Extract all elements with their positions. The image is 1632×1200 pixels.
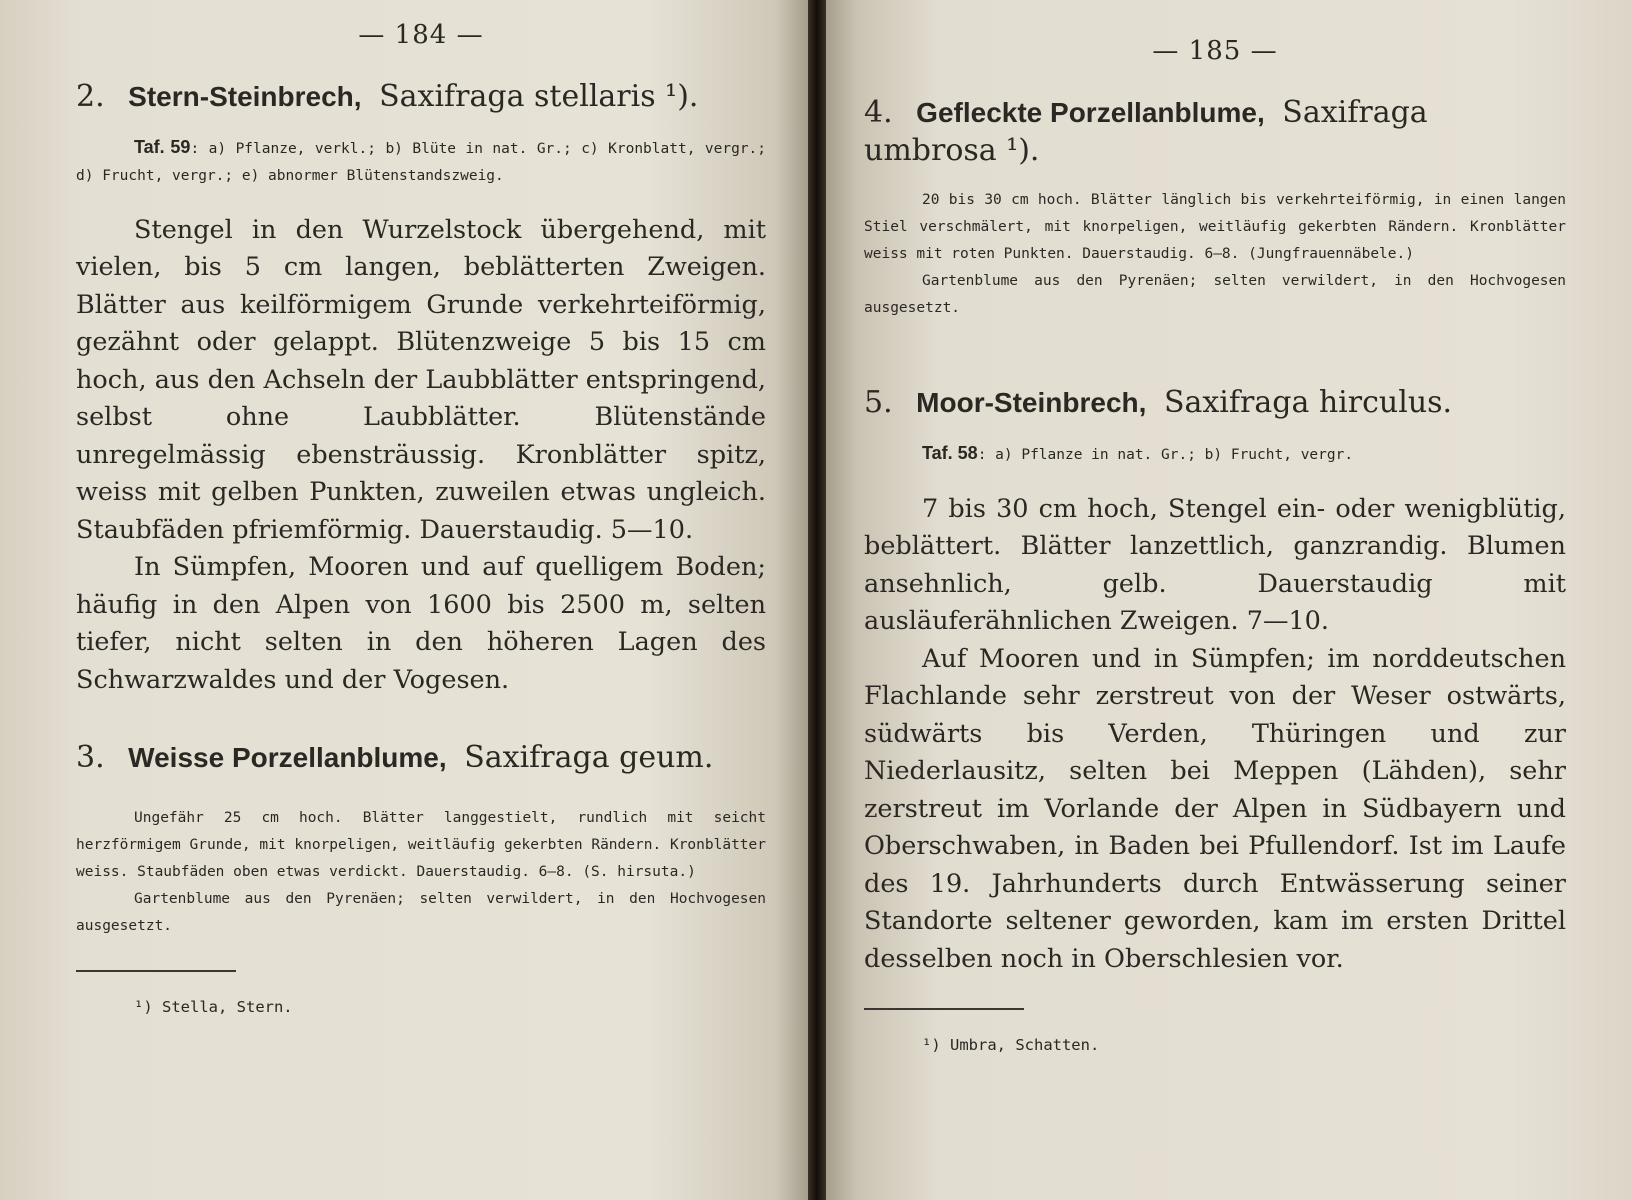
page-number: — 185 — [1152,36,1278,66]
plate-label: Taf. 58 [922,442,978,463]
species-name-german: Weisse Porzellanblume, [128,742,447,773]
book-gutter [808,0,826,1200]
right-page [826,0,1632,1200]
left-page-content [76,20,766,1016]
species-heading-moor-steinbrech [864,384,1566,422]
footnote-rule [76,970,236,972]
plate-text: : a) Pflanze in nat. Gr.; b) Frucht, vergr. [977,446,1354,463]
species-habitat: Auf Mooren und in Sümpfen; im norddeutschen Flachlande sehr zerstreut von der Weser ostwärts, südwärts bis Verden, Thüringen und zur Niederlausitz, selten bei Meppen (Lähden), sehr zerstreut im Vorlande der Alpen in Südbayern und Oberschwaben, in Baden bei Pfullendorf. Ist im Laufe des 19. Jahrhunderts durch Entwässerung seiner Standorte seltener geworden, kam im ersten Drittel desselben noch in Oberschlesien vor. [864,643,1566,974]
plate-caption [76,134,766,190]
species-number: 3. [76,740,105,775]
page-number: — 184 — [358,20,484,50]
species-name-german: Stern-Steinbrech, [128,81,362,112]
species-name-german: Gefleckte Porzellanblume, [916,97,1265,128]
right-page-content [864,36,1566,1054]
left-page [0,0,808,1200]
species-name-german: Moor-Steinbrech, [916,387,1147,418]
footnote: ¹) Stella, Stern. [134,997,293,1016]
species-habitat: In Sümpfen, Mooren und auf quelligem Boden; häufig in den Alpen von 1600 bis 2500 m, selten tiefer, nicht selten in den höheren Lagen des Schwarzwaldes und der Vogesen. [76,552,766,695]
species-name-latin: Saxifraga umbrosa ¹). [864,95,1428,168]
footnote: ¹) Umbra, Schatten. [922,1036,1100,1054]
species-description: Stengel in den Wurzelstock übergehend, mit vielen, bis 5 cm langen, beblätterten Zweigen. Blätter aus keilförmigem Grunde verkehrteiförmig, gezähnt oder gelappt. Blütenzweige 5 bis 15 cm hoch, aus den Achseln der Laubblätter entspringend, selbst ohne Laubblätter. Blütenstände unregelmässig ebensträussig. Kronblätter spitz, weiss mit gelben Punkten, zuweilen etwas ungleich. Staubfäden pfriemförmig. Dauerstaudig. 5—10. [76,214,766,545]
plate-caption [864,440,1566,469]
species-habitat-small: Gartenblume aus den Pyrenäen; selten verwildert, in den Hochvogesen ausgesetzt. [76,890,766,934]
species-heading-weisse-porzellanblume [76,739,766,777]
plate-text: : a) Pflanze, verkl.; b) Blüte in nat. Gr.; c) Kronblatt, vergr.; d) Frucht, vergr.; e) abnormer Blütenstandszweig. [76,140,767,184]
species-heading-gefleckte-porzellanblume [864,94,1566,169]
species-name-latin: Saxifraga stellaris ¹). [379,79,699,114]
species-description-small: 20 bis 30 cm hoch. Blätter länglich bis verkehrteiförmig, in einen langen Stiel verschmälert, mit knorpeligen, weitläufig gekerbten Rändern. Kronblätter weiss mit roten Punkten. Dauerstaudig. 6—8. (Jungfrauennäbele.) [864,192,1566,262]
plate-label: Taf. 59 [134,136,191,157]
species-number: 4. [864,95,893,130]
species-description-small: Ungefähr 25 cm hoch. Blätter langgestielt, rundlich mit seicht herzförmigem Grunde, mit knorpeligen, weitläufig gekerbten Rändern. Kronblätter weiss. Staubfäden oben etwas verdickt. Dauerstaudig. 6—8. (S. hirsuta.) [76,809,766,880]
footnote-rule [864,1008,1024,1010]
species-number: 2. [76,79,105,114]
species-number: 5. [864,385,893,420]
species-name-latin: Saxifraga hirculus. [1163,385,1453,420]
species-heading-stern-steinbrech [76,78,766,116]
species-description: 7 bis 30 cm hoch, Stengel ein- oder wenigblütig, beblättert. Blätter lanzettlich, ganzrandig. Blumen ansehnlich, gelb. Dauerstaudig mit ausläuferähnlichen Zweigen. 7—10. [864,493,1566,636]
species-habitat-small: Gartenblume aus den Pyrenäen; selten verwildert, in den Hochvogesen ausgesetzt. [864,273,1566,316]
species-name-latin: Saxifraga geum. [464,740,714,775]
